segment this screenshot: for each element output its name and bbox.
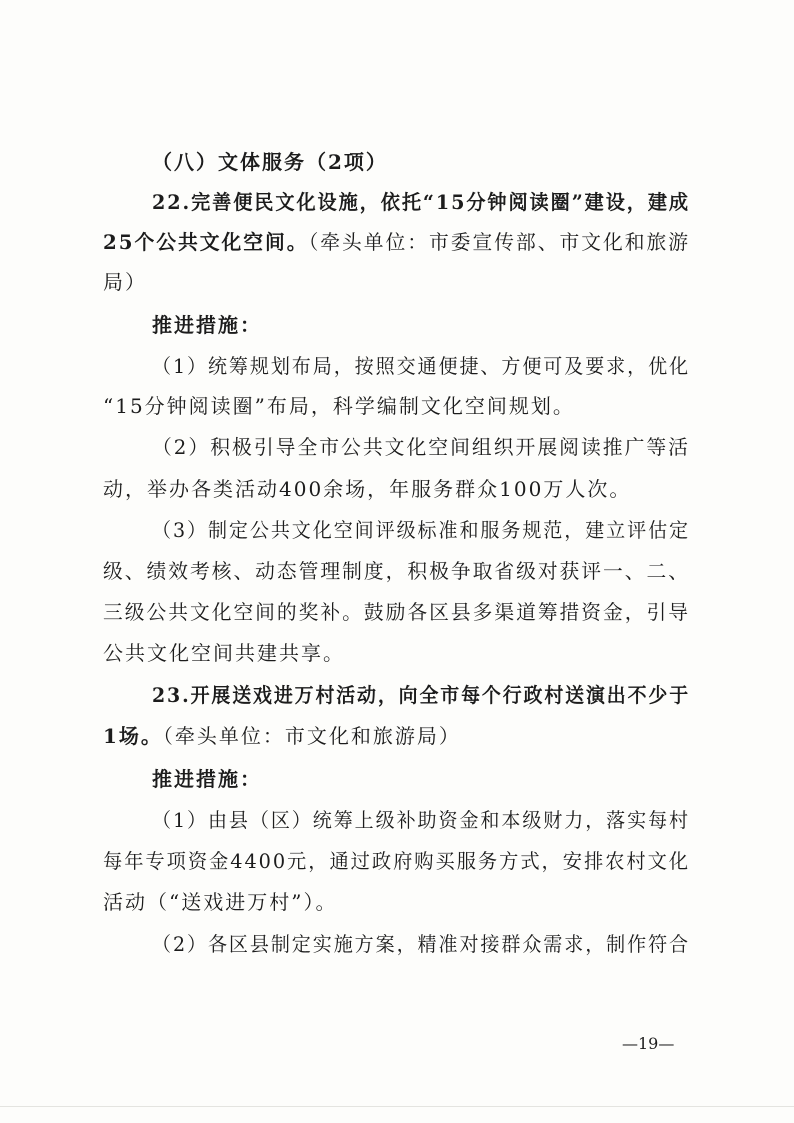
item-22-measure-2-line-2: 动，举办各类活动400余场，年服务群众100万人次。	[103, 477, 632, 501]
page-number: —19—	[622, 1034, 675, 1053]
bottom-divider	[0, 1106, 794, 1107]
item-22-measure-3-line-3: 三级公共文化空间的奖补。鼓励各区县多渠道筹措资金，引导	[103, 600, 690, 624]
item-23-title-bold: 1场。	[103, 724, 163, 748]
item-22-title-line-1: 22.完善便民文化设施，依托“15分钟阅读圈”建设，建成	[152, 190, 690, 214]
item-23-lead-unit: （牵头单位：市文化和旅游局）	[162, 724, 461, 748]
item-23-measure-1-line-3: 活动（“送戏进万村”）。	[103, 890, 338, 914]
item-22-title-line-3: 局）	[103, 270, 147, 294]
item-22-measure-1-line-1: （1）统筹规划布局，按照交通便捷、方便可及要求，优化	[152, 354, 690, 378]
item-23-title-line-2	[103, 722, 461, 750]
item-23-measures-heading: 推进措施：	[152, 767, 262, 791]
item-23-measure-2-line-1: （2）各区县制定实施方案，精准对接群众需求，制作符合	[152, 932, 690, 956]
item-22-title-bold: 25个公共文化空间。	[103, 230, 309, 254]
item-22-lead-unit: （牵头单位：市委宣传部、市文化和旅游	[308, 230, 690, 254]
item-22-measure-3-line-4: 公共文化空间共建共享。	[103, 641, 345, 665]
item-23-measure-1-line-1: （1）由县（区）统筹上级补助资金和本级财力，落实每村	[152, 808, 690, 832]
item-22-measures-heading: 推进措施：	[152, 313, 262, 337]
item-23-title-line-1: 23.开展送戏进万村活动，向全市每个行政村送演出不少于	[152, 683, 690, 707]
section-heading: （八）文体服务（2项）	[152, 150, 388, 174]
item-22-measure-1-line-2: “15分钟阅读圈”布局，科学编制文化空间规划。	[103, 394, 575, 418]
item-22-title-line-2	[103, 228, 690, 256]
item-23-measure-1-line-2: 每年专项资金4400元，通过政府购买服务方式，安排农村文化	[103, 849, 690, 873]
item-22-measure-3-line-1: （3）制定公共文化空间评级标准和服务规范，建立评估定	[152, 518, 690, 542]
item-22-measure-3-line-2: 级、绩效考核、动态管理制度，积极争取省级对获评一、二、	[103, 559, 690, 583]
item-22-measure-2-line-1: （2）积极引导全市公共文化空间组织开展阅读推广等活	[152, 435, 690, 459]
